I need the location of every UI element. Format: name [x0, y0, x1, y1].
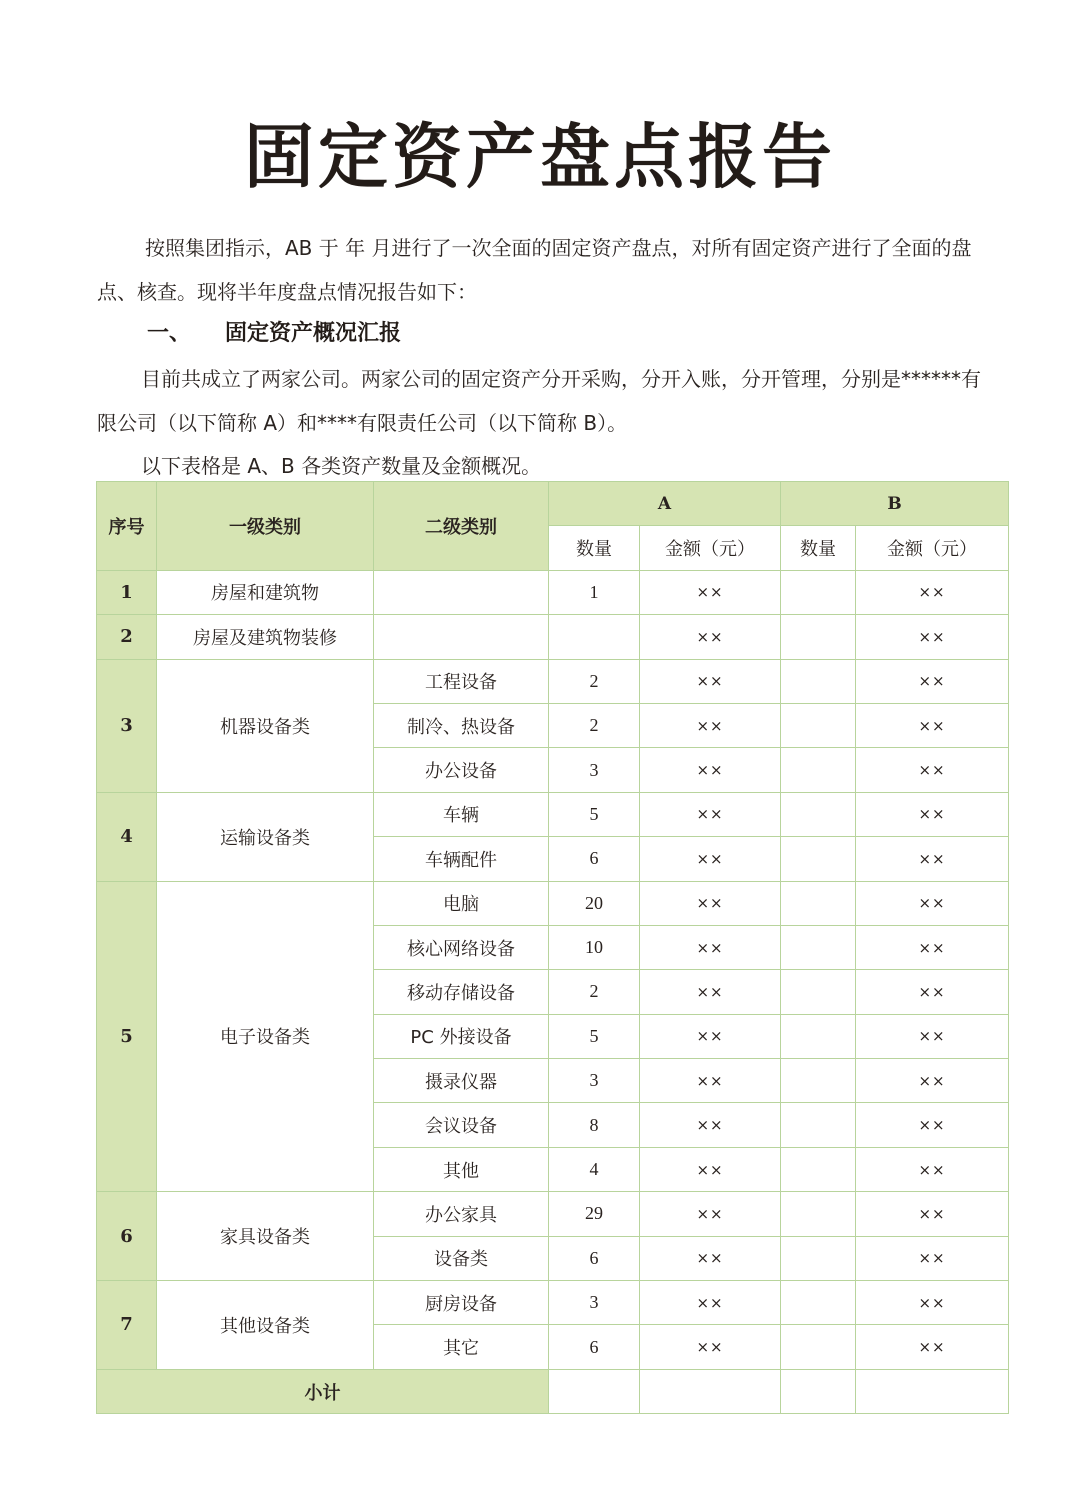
row-cat2: 设备类	[374, 1236, 549, 1280]
row-cat2: 办公家具	[374, 1192, 549, 1236]
row-b-qty	[781, 1059, 856, 1103]
row-a-qty: 4	[549, 1147, 640, 1191]
subtotal-row	[97, 1369, 1009, 1413]
row-b-amount: ××	[856, 1059, 1009, 1103]
row-a-qty: 1	[549, 570, 640, 614]
row-a-amount: ××	[640, 659, 781, 703]
header-company-b: B	[781, 482, 1009, 526]
subtotal-label: 小计	[97, 1369, 549, 1413]
row-b-qty	[781, 881, 856, 925]
row-cat2: 制冷、热设备	[374, 703, 549, 747]
row-b-qty	[781, 1014, 856, 1058]
row-cat1: 电子设备类	[157, 881, 374, 1192]
row-seq: 6	[97, 1192, 157, 1281]
header-cat2: 二级类别	[374, 482, 549, 571]
row-b-qty	[781, 659, 856, 703]
row-a-amount: ××	[640, 1325, 781, 1369]
row-a-amount: ××	[640, 1014, 781, 1058]
row-cat1: 房屋和建筑物	[157, 570, 374, 614]
row-a-amount: ××	[640, 1236, 781, 1280]
row-cat2: 移动存储设备	[374, 970, 549, 1014]
row-b-qty	[781, 1103, 856, 1147]
table-intro: 以下表格是 A、B 各类资产数量及金额概况。	[141, 454, 542, 478]
row-a-qty: 20	[549, 881, 640, 925]
row-b-amount: ××	[856, 1325, 1009, 1369]
row-b-amount: ××	[856, 1281, 1009, 1325]
row-a-qty: 29	[549, 1192, 640, 1236]
header-b-qty: 数量	[781, 526, 856, 570]
subtotal-a-amount	[640, 1369, 781, 1413]
row-b-qty	[781, 970, 856, 1014]
table-body	[97, 570, 1009, 1369]
row-seq: 3	[97, 659, 157, 792]
row-a-qty	[549, 615, 640, 659]
row-b-qty	[781, 1236, 856, 1280]
row-b-amount: ××	[856, 703, 1009, 747]
row-seq: 1	[97, 570, 157, 614]
row-b-qty	[781, 837, 856, 881]
row-b-qty	[781, 1147, 856, 1191]
header-a-qty: 数量	[549, 526, 640, 570]
row-a-qty: 2	[549, 970, 640, 1014]
intro-paragraph: 按照集团指示，AB 于 年 月进行了一次全面的固定资产盘点，对所有固定资产进行了全面的盘点、核查。现将半年度盘点情况报告如下：	[97, 236, 972, 304]
row-cat2: 摄录仪器	[374, 1059, 549, 1103]
row-a-qty: 2	[549, 703, 640, 747]
asset-table	[96, 481, 1009, 1414]
row-b-amount: ××	[856, 659, 1009, 703]
row-a-qty: 10	[549, 925, 640, 969]
row-a-amount: ××	[640, 1103, 781, 1147]
header-a-amount: 金额（元）	[640, 526, 781, 570]
row-b-qty	[781, 925, 856, 969]
row-cat1: 运输设备类	[157, 792, 374, 881]
row-b-amount: ××	[856, 1236, 1009, 1280]
row-cat2: 办公设备	[374, 748, 549, 792]
row-a-amount: ××	[640, 837, 781, 881]
row-a-amount: ××	[640, 792, 781, 836]
row-b-qty	[781, 748, 856, 792]
row-b-amount: ××	[856, 792, 1009, 836]
table-row	[97, 615, 1009, 659]
page-title: 固定资产盘点报告	[244, 116, 836, 198]
subtotal-b-qty	[781, 1369, 856, 1413]
row-a-amount: ××	[640, 748, 781, 792]
section-title: 固定资产概况汇报	[225, 321, 402, 346]
row-cat1: 房屋及建筑物装修	[157, 615, 374, 659]
row-a-qty: 6	[549, 837, 640, 881]
row-cat2: 厨房设备	[374, 1281, 549, 1325]
row-b-qty	[781, 1192, 856, 1236]
subtotal-b-amount	[856, 1369, 1009, 1413]
row-cat1: 其他设备类	[157, 1281, 374, 1370]
row-a-amount: ××	[640, 703, 781, 747]
row-cat2	[374, 615, 549, 659]
row-a-amount: ××	[640, 1059, 781, 1103]
row-a-amount: ××	[640, 1192, 781, 1236]
row-a-qty: 8	[549, 1103, 640, 1147]
row-a-amount: ××	[640, 970, 781, 1014]
row-cat2: PC 外接设备	[374, 1014, 549, 1058]
row-a-qty: 3	[549, 748, 640, 792]
row-cat2: 其他	[374, 1147, 549, 1191]
row-cat2: 核心网络设备	[374, 925, 549, 969]
row-b-amount: ××	[856, 615, 1009, 659]
row-b-amount: ××	[856, 1103, 1009, 1147]
row-seq: 4	[97, 792, 157, 881]
row-b-amount: ××	[856, 1014, 1009, 1058]
row-b-qty	[781, 615, 856, 659]
row-b-qty	[781, 703, 856, 747]
row-a-qty: 3	[549, 1281, 640, 1325]
row-a-qty: 6	[549, 1236, 640, 1280]
row-b-amount: ××	[856, 1192, 1009, 1236]
row-b-qty	[781, 1325, 856, 1369]
row-b-amount: ××	[856, 748, 1009, 792]
header-company-a: A	[549, 482, 781, 526]
row-seq: 2	[97, 615, 157, 659]
row-cat2: 电脑	[374, 881, 549, 925]
row-b-amount: ××	[856, 1147, 1009, 1191]
row-cat2: 车辆	[374, 792, 549, 836]
row-b-qty	[781, 1281, 856, 1325]
row-b-amount: ××	[856, 881, 1009, 925]
row-a-amount: ××	[640, 570, 781, 614]
row-b-qty	[781, 792, 856, 836]
table-row	[97, 1192, 1009, 1236]
header-cat1: 一级类别	[157, 482, 374, 571]
row-b-amount: ××	[856, 570, 1009, 614]
row-a-qty: 5	[549, 1014, 640, 1058]
row-seq: 7	[97, 1281, 157, 1370]
row-b-qty	[781, 570, 856, 614]
table-row	[97, 792, 1009, 836]
row-a-qty: 6	[549, 1325, 640, 1369]
row-cat2	[374, 570, 549, 614]
row-cat2: 工程设备	[374, 659, 549, 703]
header-b-amount: 金额（元）	[856, 526, 1009, 570]
row-cat2: 会议设备	[374, 1103, 549, 1147]
table-row	[97, 659, 1009, 703]
row-cat2: 车辆配件	[374, 837, 549, 881]
table-row	[97, 570, 1009, 614]
row-b-amount: ××	[856, 925, 1009, 969]
row-a-qty: 2	[549, 659, 640, 703]
companies-paragraph: 目前共成立了两家公司。两家公司的固定资产分开采购，分开入账，分开管理，分别是******有限公司（以下简称 A）和****有限责任公司（以下简称 B）。	[97, 367, 981, 435]
section-heading	[147, 314, 401, 354]
row-b-amount: ××	[856, 837, 1009, 881]
row-b-amount: ××	[856, 970, 1009, 1014]
subtotal-a-qty	[549, 1369, 640, 1413]
row-a-amount: ××	[640, 881, 781, 925]
row-a-amount: ××	[640, 1147, 781, 1191]
row-a-amount: ××	[640, 925, 781, 969]
row-a-qty: 5	[549, 792, 640, 836]
row-a-amount: ××	[640, 615, 781, 659]
header-seq: 序号	[97, 482, 157, 571]
table-row	[97, 1281, 1009, 1325]
row-a-qty: 3	[549, 1059, 640, 1103]
row-a-amount: ××	[640, 1281, 781, 1325]
row-cat2: 其它	[374, 1325, 549, 1369]
table-row	[97, 881, 1009, 925]
row-seq: 5	[97, 881, 157, 1192]
section-number: 一、	[147, 321, 192, 346]
row-cat1: 家具设备类	[157, 1192, 374, 1281]
row-cat1: 机器设备类	[157, 659, 374, 792]
